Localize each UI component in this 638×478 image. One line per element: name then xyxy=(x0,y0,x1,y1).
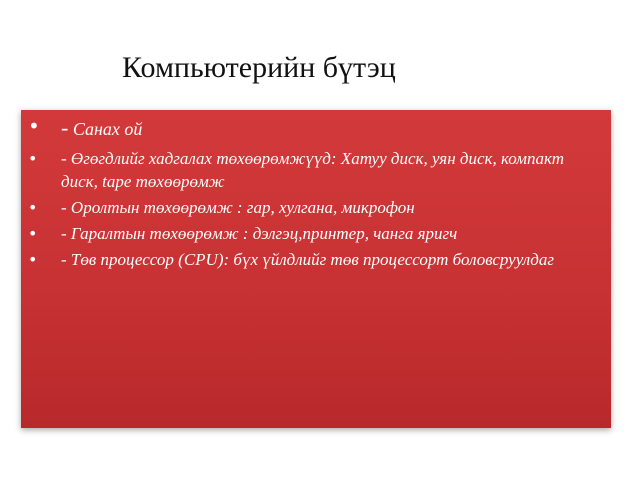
list-item xyxy=(21,196,581,219)
dash-marker: - xyxy=(61,149,67,168)
dash-marker: - xyxy=(61,250,67,269)
list-item xyxy=(21,116,581,141)
list-item xyxy=(21,147,581,193)
bullet-icon: • xyxy=(28,198,38,217)
list-item-text: Оролтын төхөөрөмж : гар, хулгана, микрофон xyxy=(66,198,415,217)
bullet-icon: • xyxy=(28,114,40,138)
bullet-icon: • xyxy=(28,224,38,243)
dash-marker: - xyxy=(61,224,67,243)
dash-marker: - xyxy=(61,198,67,217)
list-item xyxy=(21,248,581,271)
bullet-icon: • xyxy=(28,250,38,269)
slide-title: Компьютерийн бүтэц xyxy=(122,51,396,84)
dash-marker: - xyxy=(61,115,69,140)
list-item xyxy=(21,222,581,245)
bullet-icon: • xyxy=(28,149,38,168)
list-item-text: Өгөгдлийг хадгалах төхөөрөмжүүд: Хатуу диск, уян диск, компакт диск, tape төхөөрөмж xyxy=(61,149,564,191)
list-item-text: Төв процессор (CPU): бүх үйлдлийг төв процессорт боловсруулдаг xyxy=(66,250,554,269)
list-item-text: Санах ой xyxy=(68,119,143,139)
bullet-list xyxy=(21,116,611,274)
list-item-text: Гаралтын төхөөрөмж : дэлгэц,принтер, чанга яригч xyxy=(66,224,458,243)
content-panel xyxy=(21,110,611,428)
